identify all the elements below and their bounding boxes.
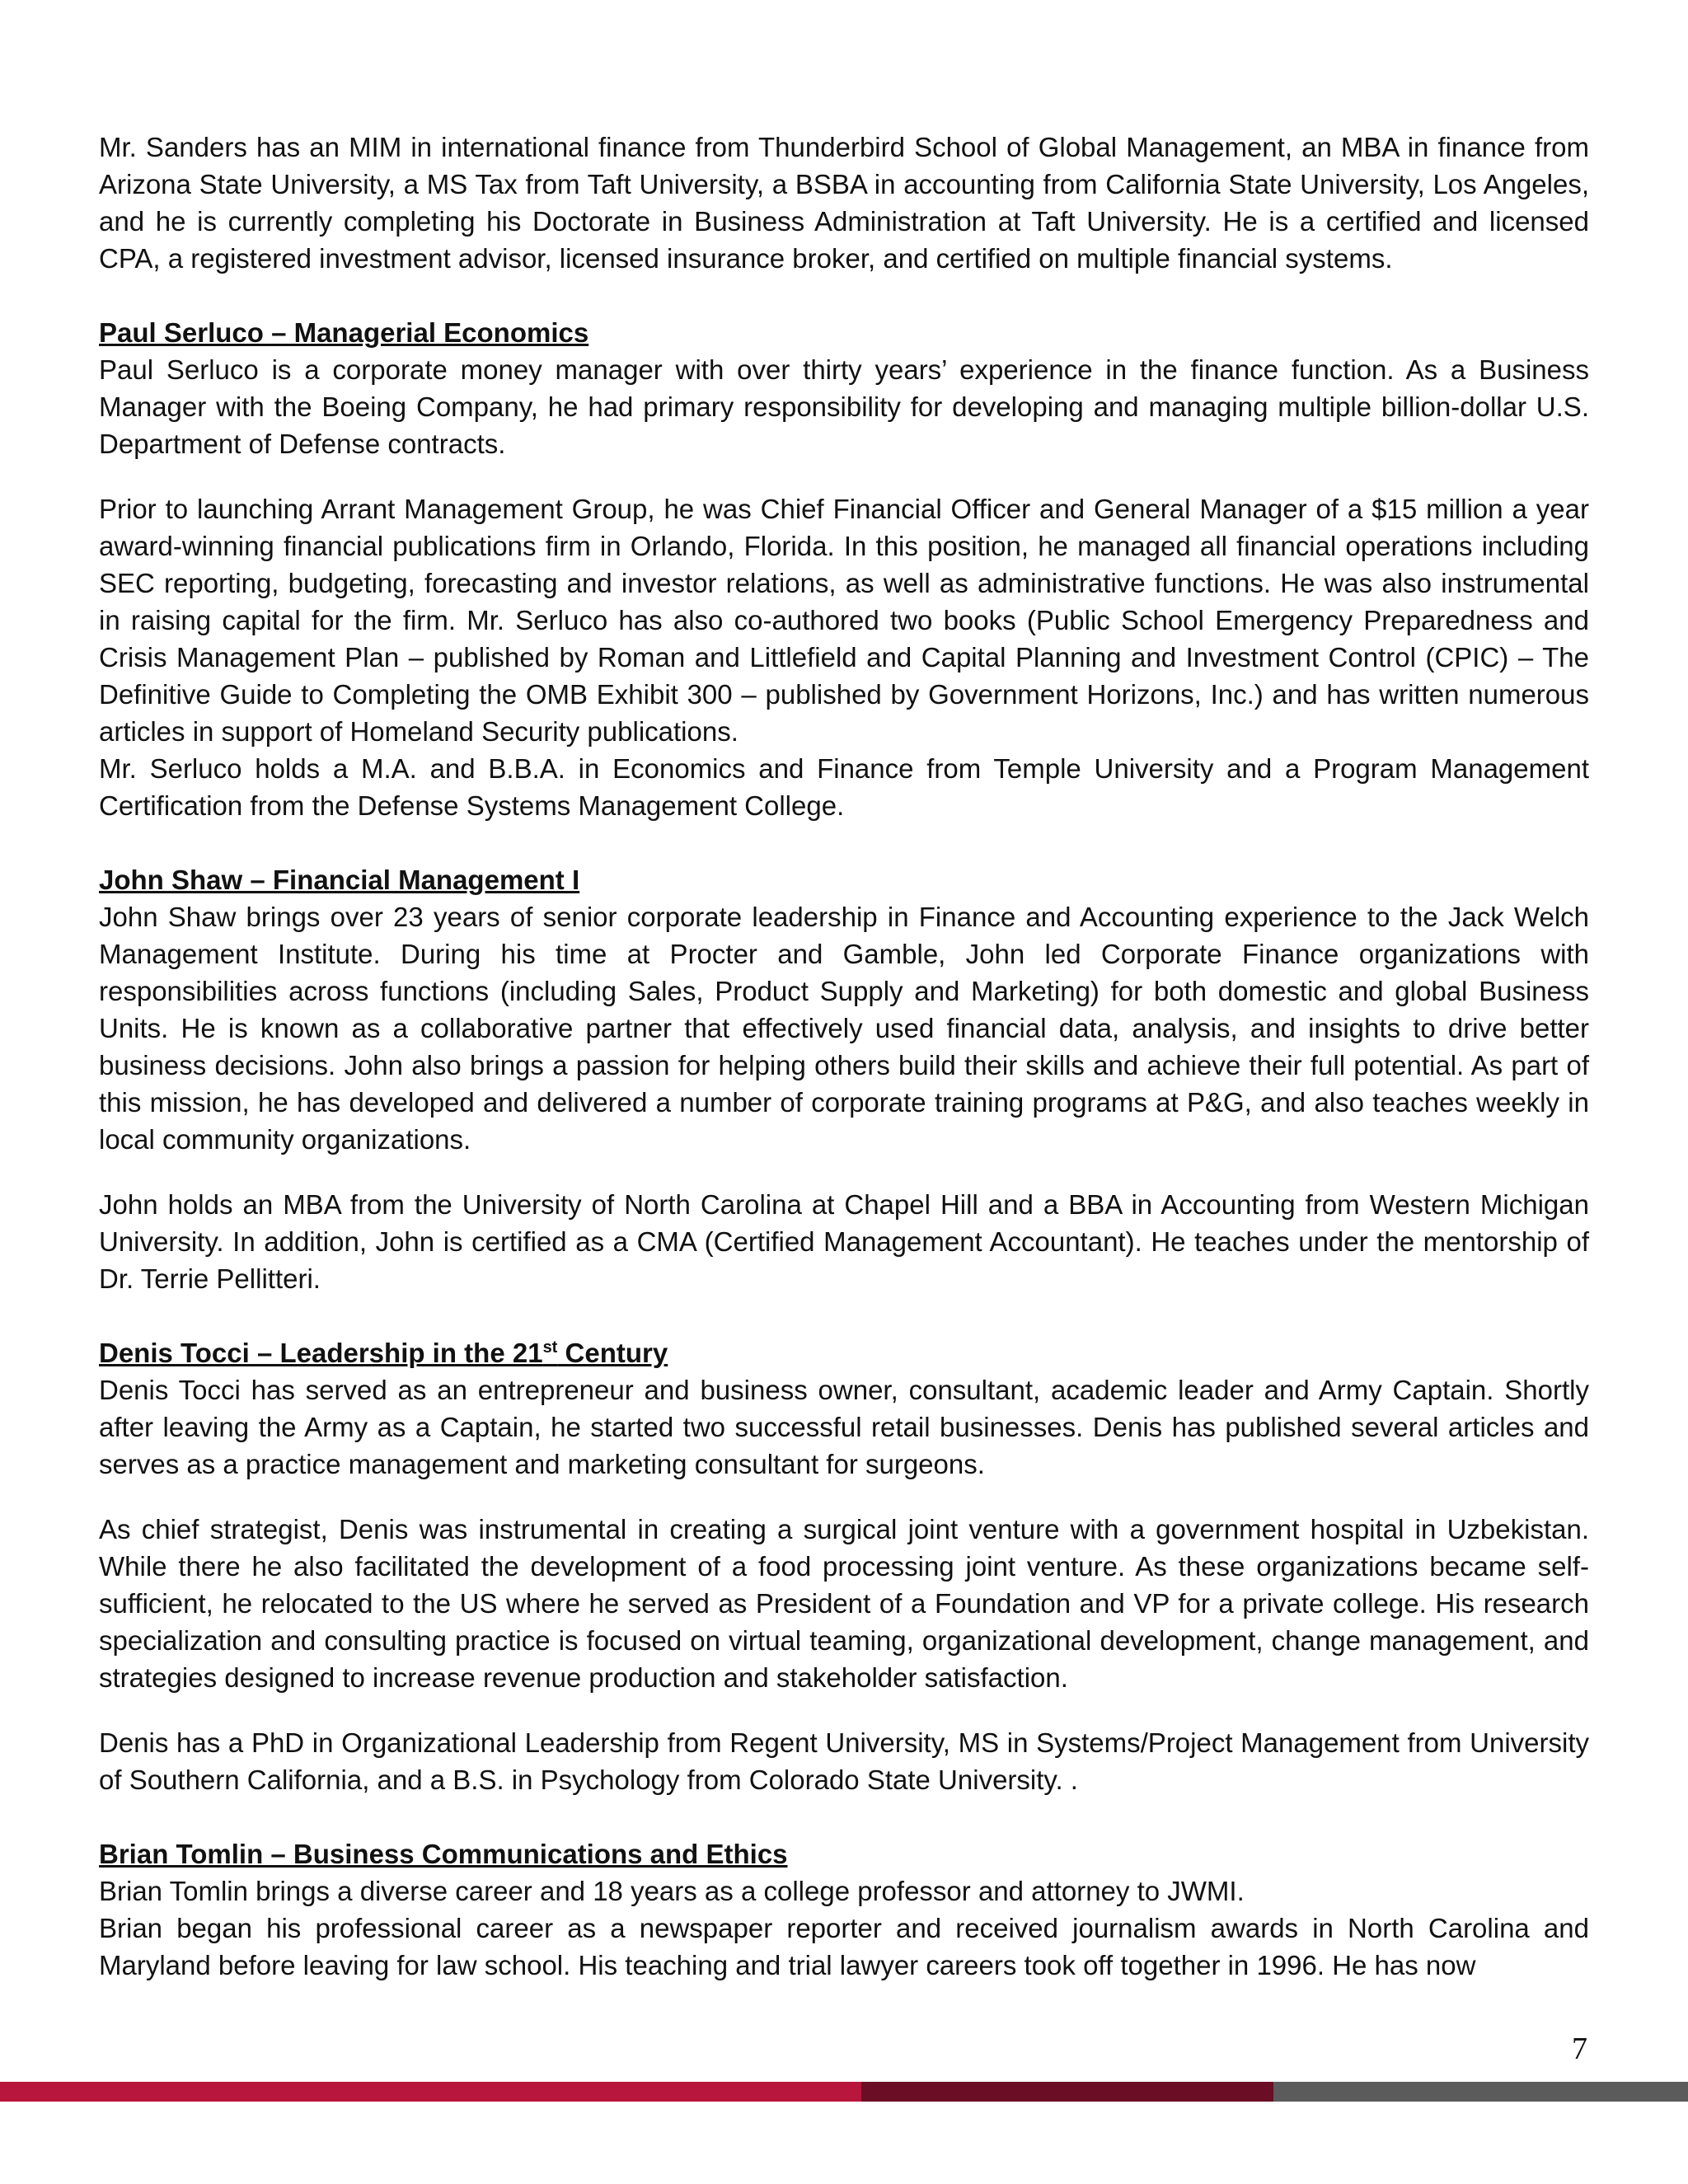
footer-bar-red-segment [0, 2082, 861, 2102]
serluco-paragraph-1: Paul Serluco is a corporate money manager with over thirty years’ experience in the finance function. As a Business Manager with the Boeing Company, he had primary responsibility for developing and managing multiple billion-dollar U.S. Department of Defense contracts. [99, 354, 1589, 459]
tomlin-paragraph-1: Brian Tomlin brings a diverse career and 18 years as a college professor and attorney to JWMI. [99, 1876, 1245, 1906]
serluco-paragraph-2: Prior to launching Arrant Management Group, he was Chief Financial Officer and General Manager of a $15 million a year award-winning financial publications firm in Orlando, Florida. In this position, he managed all financial operations including SEC reporting, budgeting, forecasting and investor relations, as well as administrative functions. He was also instrumental in raising capital for the firm. Mr. Serluco has also co-authored two books (Public School Emergency Preparedness and Crisis Management Plan – published by Roman and Littlefield and Capital Planning and Investment Control (CPIC) – The Definitive Guide to Completing the OMB Exhibit 300 – published by Government Horizons, Inc.) and has written numerous articles in support of Homeland Security publications. [99, 494, 1589, 747]
shaw-paragraph-1: John Shaw brings over 23 years of senior corporate leadership in Finance and Accounting experience to the Jack Welch Management Institute. During his time at Procter and Gamble, John led Corporate Finance organizations with responsibilities across functions (including Sales, Product Supply and Marketing) for both domestic and global Business Units. He is known as a collaborative partner that effectively used financial data, analysis, and insights to drive better business decisions. John also brings a passion for helping others build their skills and achieve their full potential. As part of this mission, he has developed and delivered a number of corporate training programs at P&G, and also teaches weekly in local community organizations. [99, 902, 1589, 1155]
sanders-bio-paragraph: Mr. Sanders has an MIM in international finance from Thunderbird School of Global Management, an MBA in finance from Arizona State University, a MS Tax from Taft University, a BSBA in accounting from California State University, Los Angeles, and he is currently completing his Doctorate in Business Administration at Taft University. He is a certified and licensed CPA, a registered investment advisor, licensed insurance broker, and certified on multiple financial systems. [99, 132, 1589, 274]
document-body [99, 129, 1589, 1984]
footer-bar-dark-red-segment [861, 2082, 1273, 2102]
footer-color-bar [0, 2082, 1688, 2102]
tomlin-paragraph-2: Brian began his professional career as a newspaper reporter and received journalism awards in North Carolina and Maryland before leaving for law school. His teaching and trial lawyer careers took off together in 1996. He has now [99, 1913, 1589, 1980]
tocci-section [99, 1334, 1589, 1798]
shaw-heading: John Shaw – Financial Management I [99, 865, 580, 895]
serluco-section [99, 314, 1589, 824]
tocci-paragraph-3: Denis has a PhD in Organizational Leadership from Regent University, MS in Systems/Project Management from University of Southern California, and a B.S. in Psychology from Colorado State University. . [99, 1727, 1589, 1795]
tocci-heading-text: Denis Tocci – Leadership in the 21 [99, 1338, 543, 1368]
tomlin-section [99, 1835, 1589, 1984]
tomlin-heading: Brian Tomlin – Business Communications and Ethics [99, 1839, 788, 1869]
serluco-paragraph-3: Mr. Serluco holds a M.A. and B.B.A. in Economics and Finance from Temple University and a Program Management Certification from the Defense Systems Management College. [99, 753, 1589, 821]
tocci-heading [99, 1334, 1589, 1371]
tocci-paragraph-1: Denis Tocci has served as an entrepreneur and business owner, consultant, academic leader and Army Captain. Shortly after leaving the Army as a Captain, he started two successful retail businesses. Denis has published several articles and serves as a practice management and marketing consultant for surgeons. [99, 1375, 1589, 1479]
shaw-paragraph-2: John holds an MBA from the University of North Carolina at Chapel Hill and a BBA in Accounting from Western Michigan University. In addition, John is certified as a CMA (Certified Management Accountant). He teaches under the mentorship of Dr. Terrie Pellitteri. [99, 1189, 1589, 1294]
tocci-heading-superscript: st [542, 1338, 558, 1357]
serluco-heading: Paul Serluco – Managerial Economics [99, 317, 589, 348]
footer-bar-gray-segment [1273, 2082, 1688, 2102]
tocci-heading-suffix: Century [557, 1338, 668, 1368]
tocci-paragraph-2: As chief strategist, Denis was instrumental in creating a surgical joint venture with a government hospital in Uzbekistan. While there he also facilitated the development of a food processing joint venture. As these organizations became self-sufficient, he relocated to the US where he served as President of a Foundation and VP for a private college. His research specialization and consulting practice is focused on virtual teaming, organizational development, change management, and strategies designed to increase revenue production and stakeholder satisfaction. [99, 1514, 1589, 1693]
shaw-section [99, 861, 1589, 1297]
page-number: 7 [1572, 2032, 1587, 2066]
